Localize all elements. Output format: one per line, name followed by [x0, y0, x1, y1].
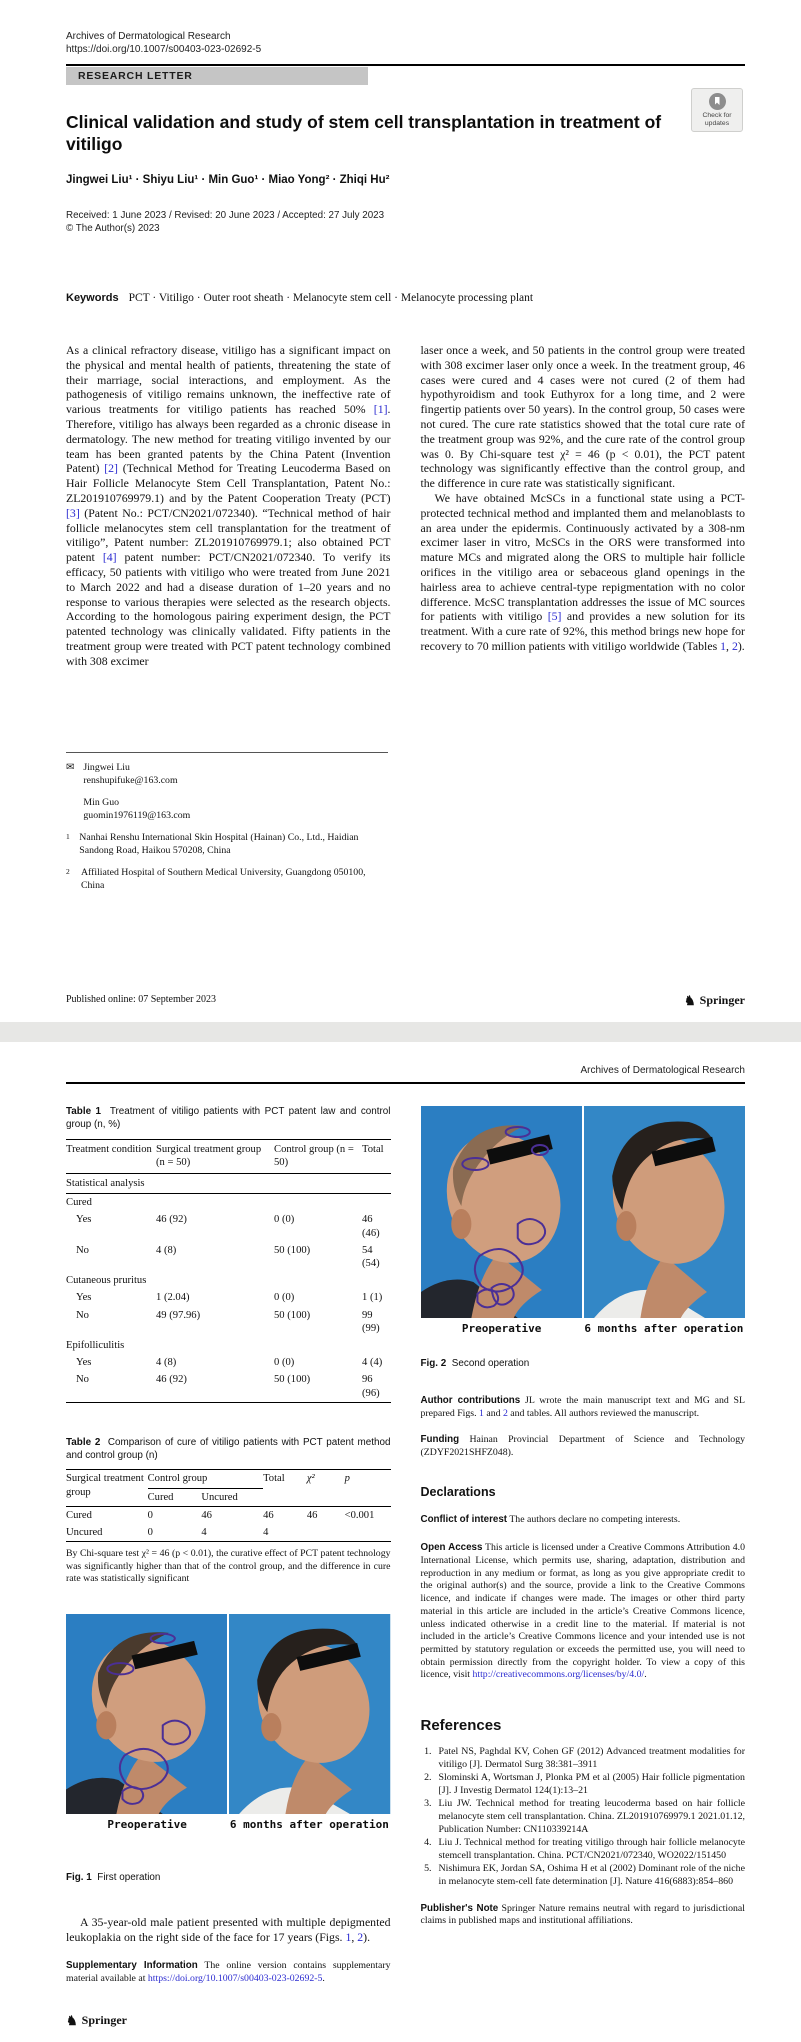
paragraph-intro: As a clinical refractory disease, vitiligo has a significant impact on the physical and mental health of patients, threatening the state of their marriage, social interactions, and employment. As the pathogenesis of vitiligo remains unknown, the ineffective rate of various treatments for vitiligo patients has reached 50% [1]. Therefore, vitiligo has always been regarded as a chronic disease in dermatology. The new method for treating vitiligo invented by our team has been granted patents by the China Patent (Invention Patent) [2] (Technical Method for Treating Leucoderma Based on Hair Follicle Melanocyte Stem Cell Transplantation, Patent No.: ZL201910769979.1) and by the Patent Cooperation Treaty (PCT) [3] (Patent No.: PCT/CN2021/072340). “Technical method of hair follicle melanocytes stem cell transplantation for the treatment of vitiligo”, Patent number: ZL201910769979.1; also obtained PCT patent [4] patent number: PCT/CN2021/072340. To verify its efficacy, 50 patients with vitiligo who were treated from June 2021 to March 2022 and had a disease duration of 1–20 years and no response to various therapies were selected as the research objects. According to the homologous pairing experiment design, the PCT patented technology was clinically validated. Fifty patients in the treatment group were treated with PCT patent technology combined with 308 excimer: [66, 343, 391, 668]
paragraph-discussion: We have obtained McSCs in a functional state using a PCT-protected technical method and implanted them and melanoblasts to an area under the epidermis. Continuously activated by a 308-nm excimer laser in vitro, McSCs in the ORS were transformed into mature MCs and migrated along the ORS to multiple hair follicle orifices in the vitiligo area or sebaceous gland openings in the hairless area to achieve central-type repigmentation with no color difference. McSC transplantation addresses the issue of MC sources for patients with vitiligo [5] and provides a new solution for its treatment. With a cure rate of 92%, this method brings new hope for recovery to 70 million patients with vitiligo worldwide (Tables 1, 2).: [420, 490, 745, 653]
publishers-note: Publisher's Note Springer Nature remains neutral with regard to jurisdictional claims in published maps and institutional affiliations.: [420, 1902, 745, 1927]
figure2-labels: Preoperative 6 months after operation: [461, 1322, 744, 1335]
corresponding-author: [66, 796, 388, 822]
citation-link[interactable]: http://creativecommons.org/licenses/by/4.0/: [472, 1669, 645, 1681]
springer-logo: ♞ Springer: [684, 993, 745, 1008]
article-title: Clinical validation and study of stem cell transplantation in treatment of vitiligo: [66, 112, 662, 154]
paragraph-case: A 35-year-old male patient presented with multiple depigmented leukoplakia on the right side of the face for 17 years (Figs. 1, 2).: [66, 1914, 391, 1944]
reference-item: 2. Slominski A, Wortsman J, Plonka PM et al (2005) Hair follicle pigmentation [J]. J Investig Dermatol 124(1):13–21: [424, 1772, 745, 1796]
citation-link[interactable]: [5]: [547, 609, 562, 624]
references-heading: References: [420, 1717, 502, 1735]
table-row: No 46 (92) 50 (100) 96 (96): [76, 1374, 380, 1399]
author-name: Jingwei Liu: [83, 762, 130, 773]
body-columns: [66, 343, 745, 669]
reference-item: 1. Patel NS, Paghdal KV, Cohen GF (2012) Advanced treatment modalities for vitiligo [J]. Dermatol Surg 38:381–3911: [424, 1746, 745, 1770]
table-row: No 49 (97.96) 50 (100) 99 (99): [76, 1309, 380, 1334]
citation-link[interactable]: 1: [345, 1929, 352, 1944]
citation-link[interactable]: [2]: [104, 461, 118, 476]
journal-name: Archives of Dermatological Research: [66, 31, 231, 42]
page-2: [0, 1042, 801, 2042]
table1-caption: Table 1 Treatment of vitiligo patients with PCT patent law and control group (n, %): [66, 1106, 391, 1130]
keywords-label: Keywords: [66, 292, 119, 304]
check-for-updates-badge[interactable]: [691, 88, 743, 132]
figure1-caption: Fig. 1 First operation: [66, 1872, 161, 1884]
table-row: Yes 1 (2.04) 0 (0) 1 (1): [76, 1292, 383, 1304]
table-row: Yes 46 (92) 0 (0) 46 (46): [76, 1214, 380, 1239]
citation-link[interactable]: 2: [502, 1407, 508, 1419]
author-name: Min Guo: [83, 797, 120, 808]
corresponding-author: [66, 761, 388, 787]
footnotes: [66, 752, 388, 901]
citation-link[interactable]: 2: [731, 638, 738, 653]
doi-link[interactable]: https://doi.org/10.1007/s00403-023-02692-5: [66, 44, 262, 55]
affiliation: 2 Affiliated Hospital of Southern Medical University, Guangdong 050100, China: [66, 866, 388, 892]
copyright-line: © The Author(s) 2023: [66, 223, 160, 234]
figure-1: [66, 1614, 391, 1834]
received-line: Received: 1 June 2023 / Revised: 20 June 2023 / Accepted: 27 July 2023: [66, 210, 385, 221]
open-access: Open Access This article is licensed under a Creative Commons Attribution 4.0 International License, which permits use, sharing, adaptation, distribution and reproduction in any medium or format, as long as you give appropriate credit to the original author(s) and the source, provide a link to the Creative Commons licence, and indicate if changes were made. The images or other third party material in this article are included in the article’s Creative Commons licence, unless indicated otherwise in a credit line to the material. If material is not included in the article’s Creative Commons licence and your intended use is not permitted by statutory regulation or exceeds the permitted use, you will need to obtain permission directly from the copyright holder. To view a copy of this licence, visit http://creativecommons.org/licenses/by/4.0/.: [420, 1542, 745, 1681]
published-online: Published online: 07 September 2023: [66, 994, 216, 1005]
reference-item: 5. Nishimura EK, Jordan SA, Oshima H et al (2002) Dominant role of the niche in melanocyte stem-cell fate determination [J]. Nature 416(6883):854–860: [424, 1863, 745, 1887]
patient-photo-postoperative: [229, 1614, 390, 1814]
patient-photo-preoperative: [66, 1614, 227, 1814]
citation-link[interactable]: [3]: [66, 505, 80, 520]
affiliation: 1 Nanhai Renshu International Skin Hospital (Hainan) Co., Ltd., Haidian Sandong Road, Haikou 570208, China: [66, 831, 388, 857]
article-type-banner: RESEARCH LETTER: [66, 67, 368, 85]
email-link[interactable]: guomin1976119@163.com: [83, 810, 191, 821]
badge-text: Check for updates: [702, 112, 732, 127]
springer-logo: ♞ Springer: [66, 2013, 127, 2028]
running-header: Archives of Dermatological Research: [580, 1065, 745, 1076]
table-row: Cured: [66, 1197, 92, 1209]
declarations-heading: Declarations: [420, 1484, 496, 1499]
patient-photo-preoperative: [421, 1106, 582, 1318]
funding: Funding Hainan Provincial Department of Science and Technology (ZDYF2021SHFZ048).: [420, 1434, 745, 1458]
figure2-caption: Fig. 2 Second operation: [420, 1358, 530, 1369]
citation-link[interactable]: 1: [720, 638, 727, 653]
table-row: Yes 4 (8) 0 (0) 4 (4): [76, 1357, 383, 1369]
check-for-updates-icon: [709, 93, 726, 110]
keywords-line: [66, 291, 745, 305]
paragraph-results: laser once a week, and 50 patients in the control group were treated with 308 excimer laser only once a week. In the treatment group, 46 cases were cured and 4 cases were not cured (2 of them had hypothyroidism and took Euthyrox for a long time, and 2 were fingertip patients over 50 years). In the control group, 50 cases were not cured. The cure rate statistics showed that the total cure rate of the treatment group was 92%, and the cure rate of the control group was 0. By Chi-square test χ² = 46 (p < 0.01), the PCT patent technology was significantly effective than the control group, and the difference in cure rate was statistically significant.: [420, 343, 745, 491]
reference-list: [421, 1746, 746, 1889]
authors-line: Jingwei Liu¹ · Shiyu Liu¹ · Min Guo¹ · Miao Yong² · Zhiqi Hu²: [66, 174, 390, 186]
springer-knight-icon: ♞: [684, 993, 696, 1008]
table2-caption: Table 2 Comparison of cure of vitiligo patients with PCT patent method and control group (n): [66, 1436, 391, 1461]
springer-knight-icon: ♞: [66, 2013, 78, 2028]
reference-item: 4. Liu J. Technical method for treating vitiligo through hair follicle melanocyte stemcell transplantation. China. PCT/CN2021/072340, WO2022/151450: [424, 1837, 745, 1861]
keywords-text: PCT · Vitiligo · Outer root sheath · Melanocyte stem cell · Melanocyte processing plant: [128, 292, 534, 304]
table2-note: By Chi-square test χ² = 46 (p < 0.01), the curative effect of PCT patent technology was significantly higher than that of the control group, and the difference in cure rate was statistically significant: [66, 1548, 391, 1585]
table-1: Statistical analysis Treatment condition Surgical treatment group (n = 50) Control group (n = 50) Total Cured Yes 46 (92) 0 (0) 46 (46) No 4 (8) 50 (100) 54 (54) Cutaneous pruritus Yes 1 (2.04) 0 (0) 1 (1) No 49 (97.96) 50 (100) 99 (99) Epifolliculitis Yes 4 (8) 0 (0) 4 (4) No 46 (92) 50 (100) 96 (96): [66, 1139, 391, 1403]
right-column: [421, 343, 746, 669]
right-column: [421, 1096, 746, 1986]
supplementary-information: Supplementary Information The online version contains supplementary material available at https://doi.org/10.1007/s00403-023-02692-5.: [66, 1960, 391, 1985]
author-contributions: Author contributions JL wrote the main manuscript text and MG and SL prepared Figs. 1 and 2 and tables. All authors reviewed the manuscript.: [420, 1394, 745, 1419]
table-row: Epifolliculitis: [66, 1340, 125, 1352]
conflict-of-interest: Conflict of interest The authors declare no competing interests.: [420, 1513, 681, 1525]
left-column: [66, 343, 391, 669]
email-link[interactable]: renshupifuke@163.com: [83, 775, 178, 786]
citation-link[interactable]: 2: [357, 1929, 364, 1944]
citation-link[interactable]: [1]: [373, 402, 388, 417]
table-row: Cutaneous pruritus: [66, 1275, 147, 1287]
left-column: [66, 1096, 391, 1986]
footnote-divider: [66, 752, 388, 753]
divider: [66, 1082, 745, 1084]
envelope-icon: ✉: [66, 762, 75, 773]
divider: [66, 64, 745, 66]
citation-link[interactable]: [4]: [102, 550, 117, 565]
citation-link[interactable]: https://doi.org/10.1007/s00403-023-02692-5: [147, 1973, 323, 1985]
patient-photo-postoperative: [584, 1106, 745, 1318]
table-row: No 4 (8) 50 (100) 54 (54): [76, 1244, 380, 1270]
affiliation-text: Nanhai Renshu International Skin Hospital (Hainan) Co., Ltd., Haidian Sandong Road, Haikou 570208, China: [79, 832, 359, 856]
affiliation-text: Affiliated Hospital of Southern Medical University, Guangdong 050100, China: [80, 867, 366, 891]
reference-item: 3. Liu JW. Technical method for treating leucoderma based on hair follicle melanocyte stem cell transplantation. China. ZL201910769979.1 2021.01.12, Publication Number: CN110339214A: [424, 1798, 745, 1835]
figure-2: [421, 1106, 746, 1338]
citation-link[interactable]: 1: [479, 1407, 484, 1419]
table-2: Surgical treatment group Control group Total χ² p Cured Uncured Cured 0 46 46 46 <0.001 Uncured 0 4 4: [66, 1469, 391, 1542]
table-row: Uncured 0 4 4: [66, 1527, 269, 1539]
figure1-labels: Preoperative 6 months after operation: [107, 1818, 389, 1832]
table-row: Cured 0 46 46 46 <0.001: [66, 1509, 375, 1521]
